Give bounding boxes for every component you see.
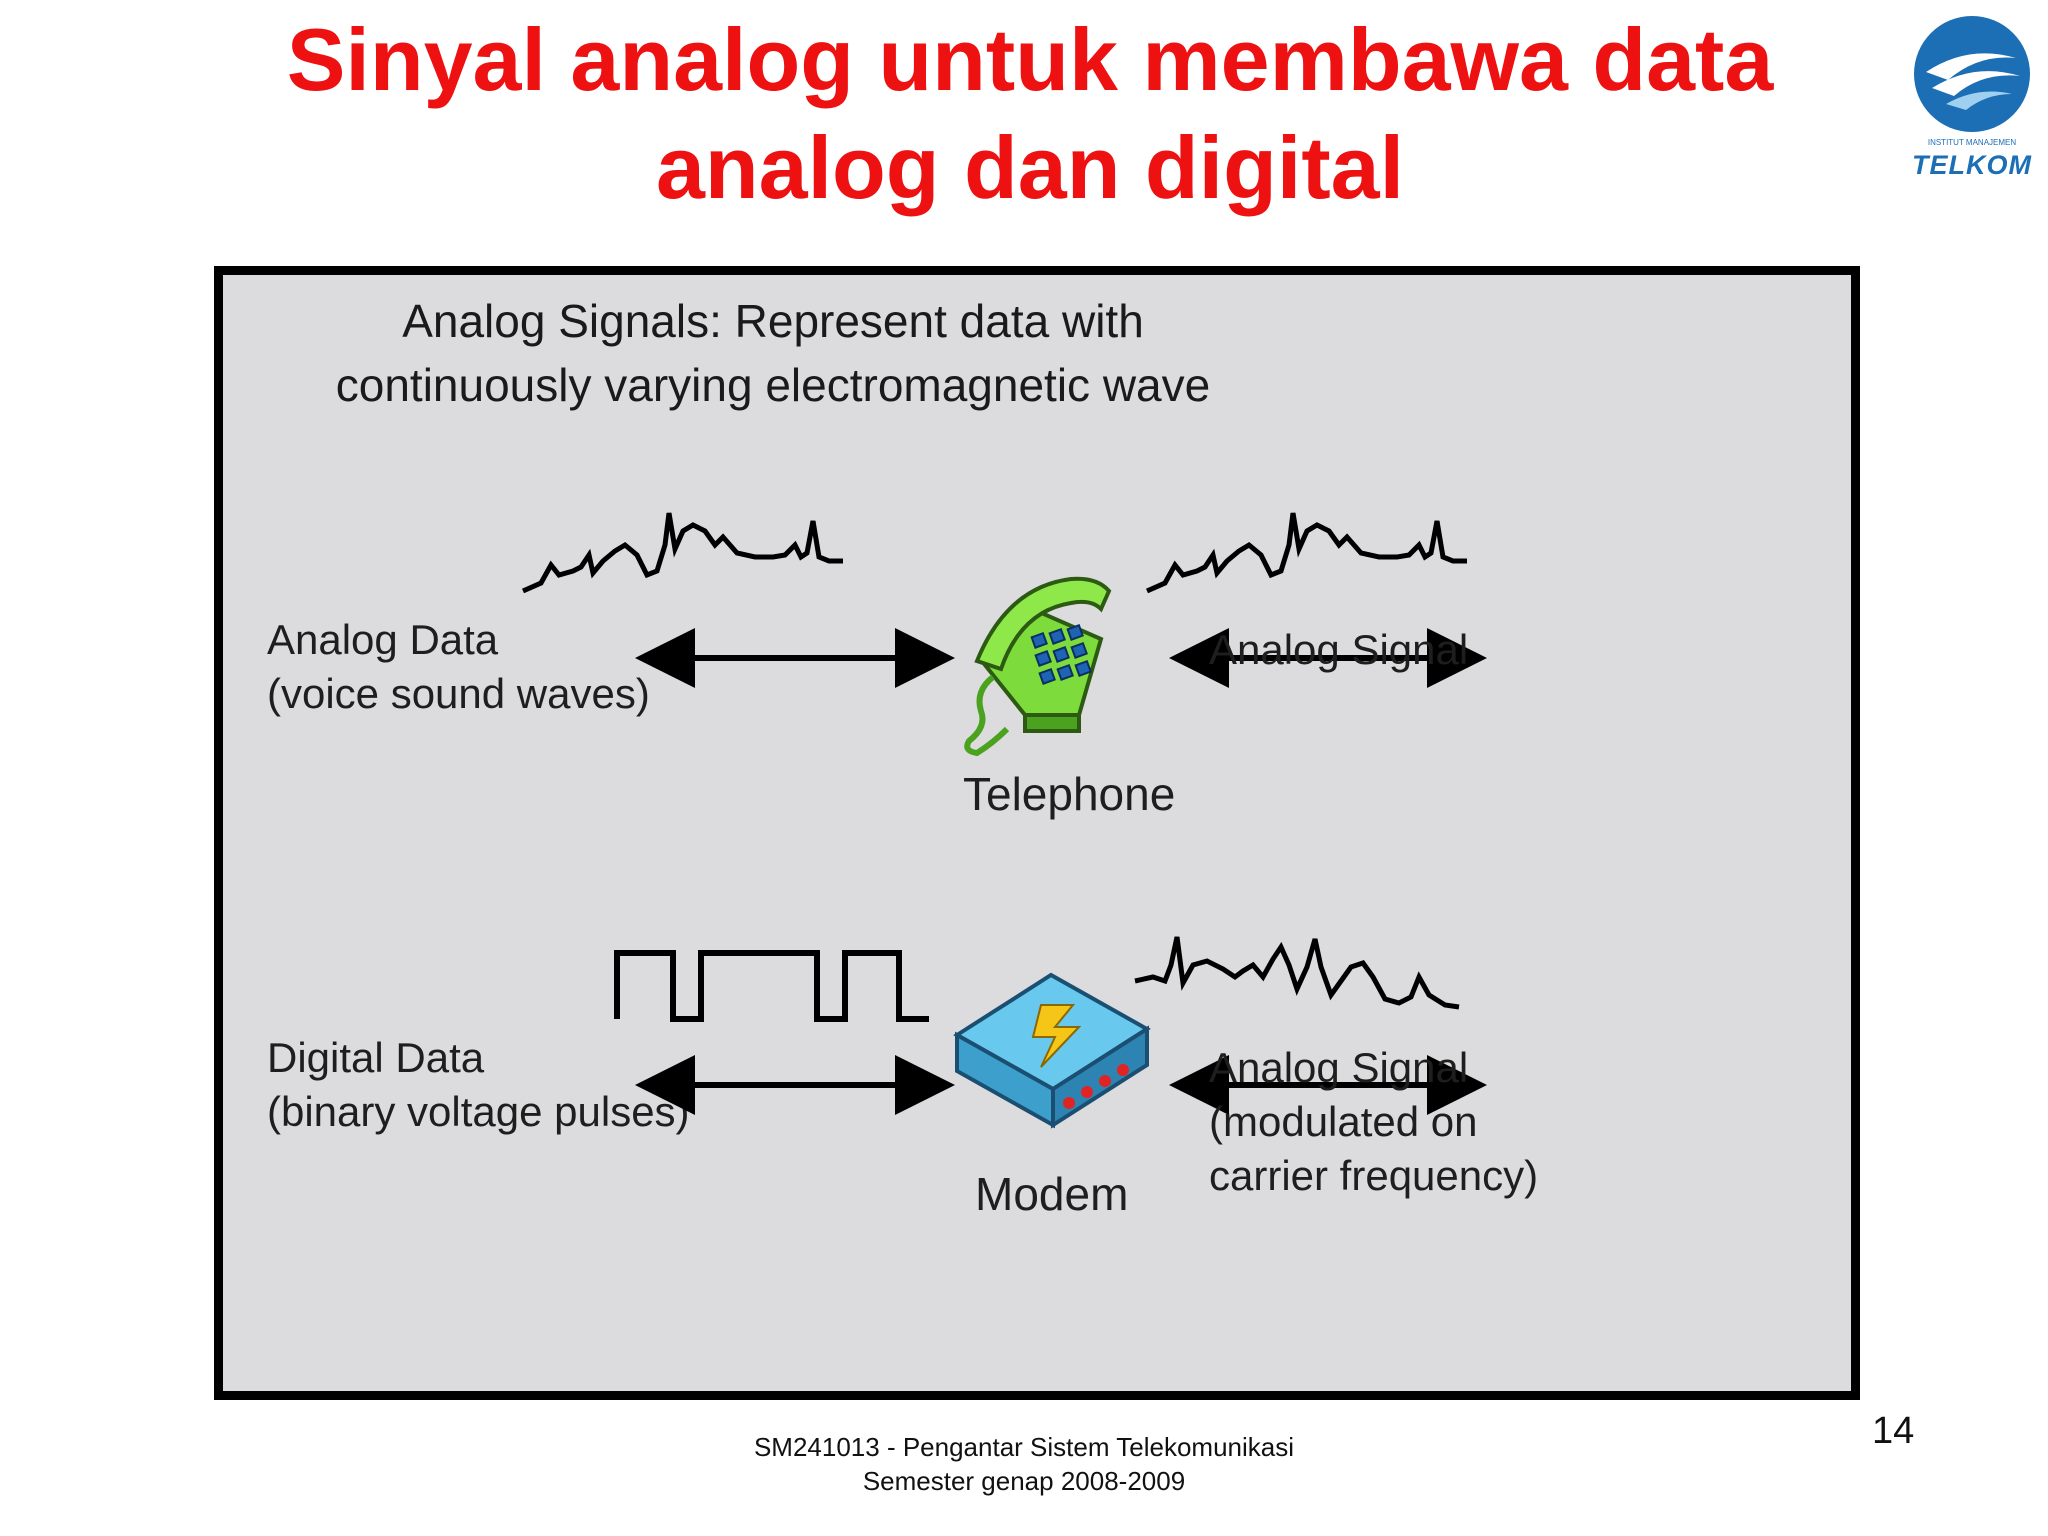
digital-data-label-line1: Digital Data [267,1034,485,1081]
page-number: 14 [1872,1410,1915,1452]
telkom-logo [1908,14,2036,184]
analog-signal-label: Analog Signal [1209,626,1469,673]
modulated-analog-wave [1135,937,1459,1007]
footer-semester: Semester genap 2008-2009 [862,1466,1186,1496]
diagram-panel [214,266,1860,1400]
modulated-signal-label-line2: (modulated on [1209,1098,1478,1145]
modulated-signal-label-line3: carrier frequency) [1209,1152,1539,1199]
diagram-heading: Analog Signals: Represent data with continuously varying electromagnetic wave [335,295,1211,411]
modulated-signal-label-line1: Analog Signal [1209,1044,1469,1091]
footer-course: SM241013 - Pengantar Sistem Telekomunikasi [753,1432,1295,1462]
analog-data-label-line1: Analog Data [267,616,499,663]
logo-subtext: INSTITUT MANAJEMEN [1927,138,2017,147]
modem-label: Modem [975,1168,1129,1220]
analog-data-label-line2: (voice sound waves) [267,670,650,717]
telkom-logo-emblem [1908,14,2036,138]
modulated-signal-label [1209,1041,1538,1203]
slide-title: Sinyal analog untuk membawa data analog dan digital [286,10,1774,217]
digital-data-label-line2: (binary voltage pulses) [267,1088,690,1135]
diagram-graphics-row2 [223,275,1851,1391]
modem-icon [957,975,1147,1125]
telephone-label: Telephone [963,768,1176,820]
slide-footer [620,1430,1428,1498]
digital-square-wave [617,953,929,1019]
logo-text: TELKOM [1912,150,2032,180]
